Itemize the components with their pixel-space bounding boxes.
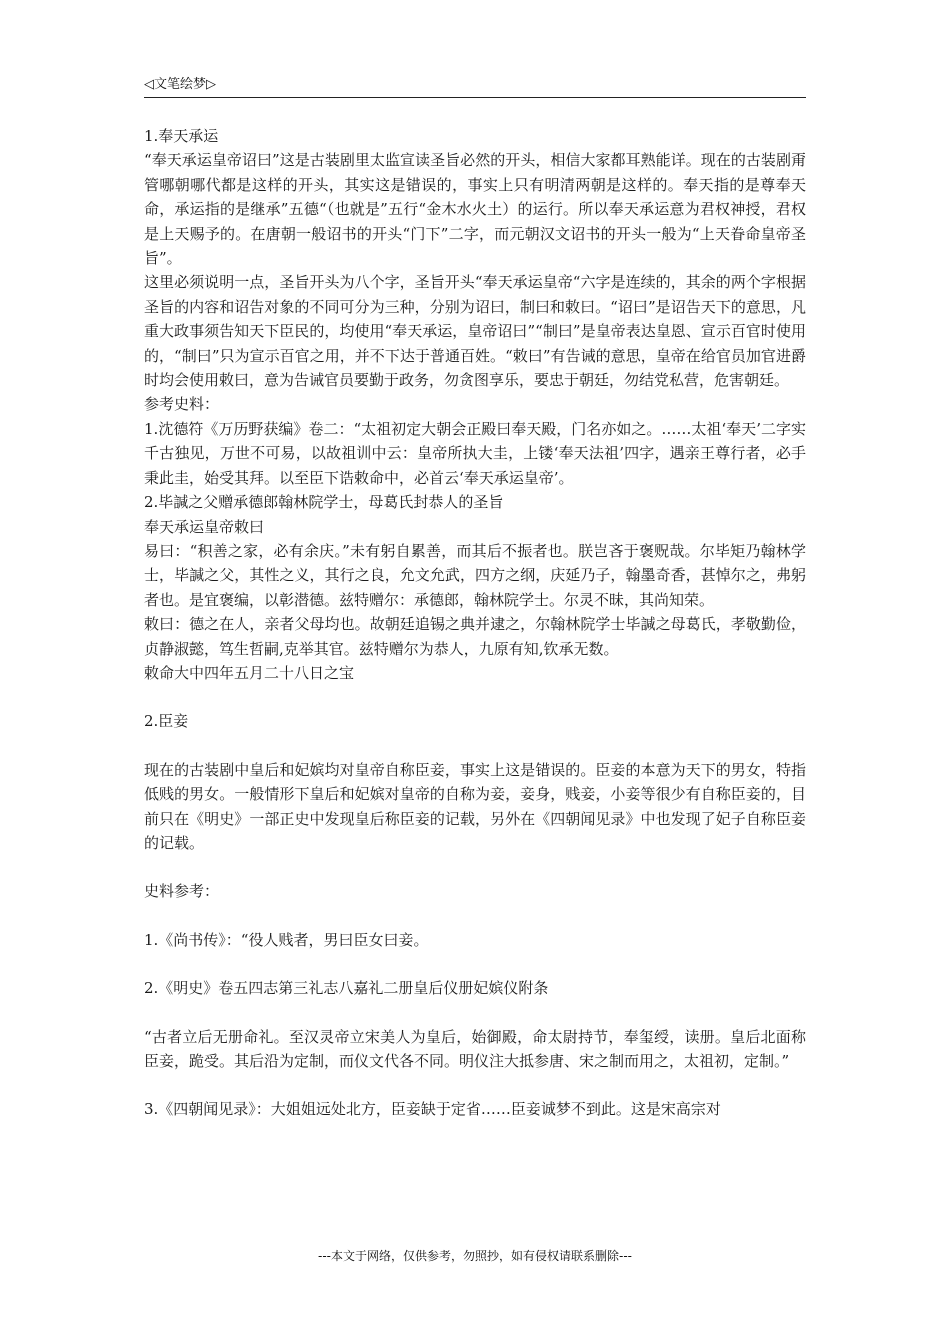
- section-1-title: 1.奉天承运: [144, 127, 219, 145]
- section-2-reference-2: 2.《明史》卷五四志第三礼志八嘉礼二册皇后仪册妃嫔仪附条: [144, 979, 549, 998]
- spacer: [144, 685, 806, 709]
- section-1-reference-2-paragraph-2: 敕曰：德之在人，亲者父母均也。故朝廷追锡之典并逮之，尔翰林院学士毕諴之母葛氏，孝敬勤俭，贞静淑懿，笃生哲嗣,克举其官。兹特赠尔为恭人，九原有知,钦承无数。: [144, 615, 806, 658]
- spacer: [144, 734, 806, 758]
- spacer: [144, 904, 806, 928]
- spacer: [144, 1001, 806, 1025]
- spacer: [144, 952, 806, 976]
- section-1-reference-2-paragraph-3: 敕命大中四年五月二十八日之宝: [144, 663, 355, 682]
- header-divider: [144, 97, 806, 98]
- section-2-reference-2-quote: “古者立后无册命礼。至汉灵帝立宋美人为皇后，始御殿，命太尉持节，奉玺绶，读册。皇后北面称臣妾，跪受。其后沿为定制，而仪文代各不同。明仪注大抵参唐、宋之制而用之，太祖初，定制。”: [144, 1027, 806, 1070]
- section-1-reference-1: 1.沈德符《万历野获编》卷二：“太祖初定大朝会正殿曰奉天殿，门名亦如之。……太祖‘奉天’二字实千古独见，万世不可易，以故祖训中云：皇帝所执大圭，上镂‘奉天法祖’四字，遇亲王尊行者，必手秉此圭，始受其拜。以至臣下诰敕命中，必首云‘奉天承运皇帝’。: [144, 419, 806, 487]
- section-2-title: 2.臣妾: [144, 712, 189, 731]
- section-1-reference-2-heading: 奉天承运皇帝敕曰: [144, 517, 265, 536]
- document-body: [144, 124, 806, 1122]
- section-2-reference-3: 3.《四朝闻见录》：大姐姐远处北方，臣妾缺于定省……臣妾诚梦不到此。这是宋高宗对: [144, 1100, 721, 1119]
- section-1-paragraph-1: “奉天承运皇帝诏曰”这是古装剧里太监宣读圣旨必然的开头，相信大家都耳熟能详。现在的古装剧甭管哪朝哪代都是这样的开头，其实这是错误的，事实上只有明清两朝是这样的。奉天指的是尊奉天命，承运指的是继承”五德“（也就是”五行“金木水火土）的运行。所以奉天承运意为君权神授，君权是上天赐予的。在唐朝一般诏书的开头“门下”二字，而元朝汉文诏书的开头一般为“上天眷命皇帝圣旨”。: [144, 151, 806, 268]
- section-2-reference-label: 史料参考：: [144, 882, 220, 901]
- section-2-paragraph-1: 现在的古装剧中皇后和妃嫔均对皇帝自称臣妾，事实上这是错误的。臣妾的本意为天下的男女，特指低贱的男女。一般情形下皇后和妃嫔对皇帝的自称为妾，妾身，贱妾，小妾等很少有自称臣妾的，目前只在《明史》一部正史中发现皇后称臣妾的记载，另外在《四朝闻见录》中也发现了妃子自称臣妾的记载。: [144, 760, 806, 852]
- header-logo-text: ◁文笔绘梦▷: [144, 77, 216, 92]
- spacer: [144, 1073, 806, 1097]
- section-2-reference-1: 1.《尚书传》：“役人贱者，男曰臣女曰妾。: [144, 930, 429, 949]
- footer-disclaimer: ---本文于网络，仅供参考，勿照抄，如有侵权请联系删除---: [318, 1249, 632, 1263]
- spacer: [144, 855, 806, 879]
- section-1-reference-2: 2.毕諴之父赠承德郎翰林院学士，母葛氏封恭人的圣旨: [144, 493, 504, 512]
- section-1-reference-2-paragraph-1: 易曰：“积善之家，必有余庆。”未有躬自累善，而其后不振者也。朕岂吝于褒贶哉。尔毕矩乃翰林学士，毕諴之父，其性之义，其行之良，允文允武，四方之纲，庆延乃子，翰墨奇香，甚悼尔之，弗躬者也。是宜褒编，以彰潜德。兹特赠尔：承德郎，翰林院学士。尔灵不昧，其尚知荣。: [144, 541, 806, 609]
- section-1-reference-label: 参考史料：: [144, 395, 220, 414]
- section-1-paragraph-2: 这里必须说明一点，圣旨开头为八个字，圣旨开头“奉天承运皇帝“六字是连续的，其余的两个字根据圣旨的内容和诏告对象的不同可分为三种，分别为诏曰，制曰和敕曰。“诏曰”是诏告天下的意思，凡重大政事须告知天下臣民的，均使用“奉天承运，皇帝诏曰”“制曰”是皇帝表达皇恩、宣示百官时使用的，“制曰”只为宣示百官之用，并不下达于普通百姓。“敕曰”有告诫的意思，皇帝在给官员加官进爵时均会使用敕曰，意为告诫官员要勤于政务，勿贪图享乐，要忠于朝廷，勿结党私营，危害朝廷。: [144, 273, 806, 390]
